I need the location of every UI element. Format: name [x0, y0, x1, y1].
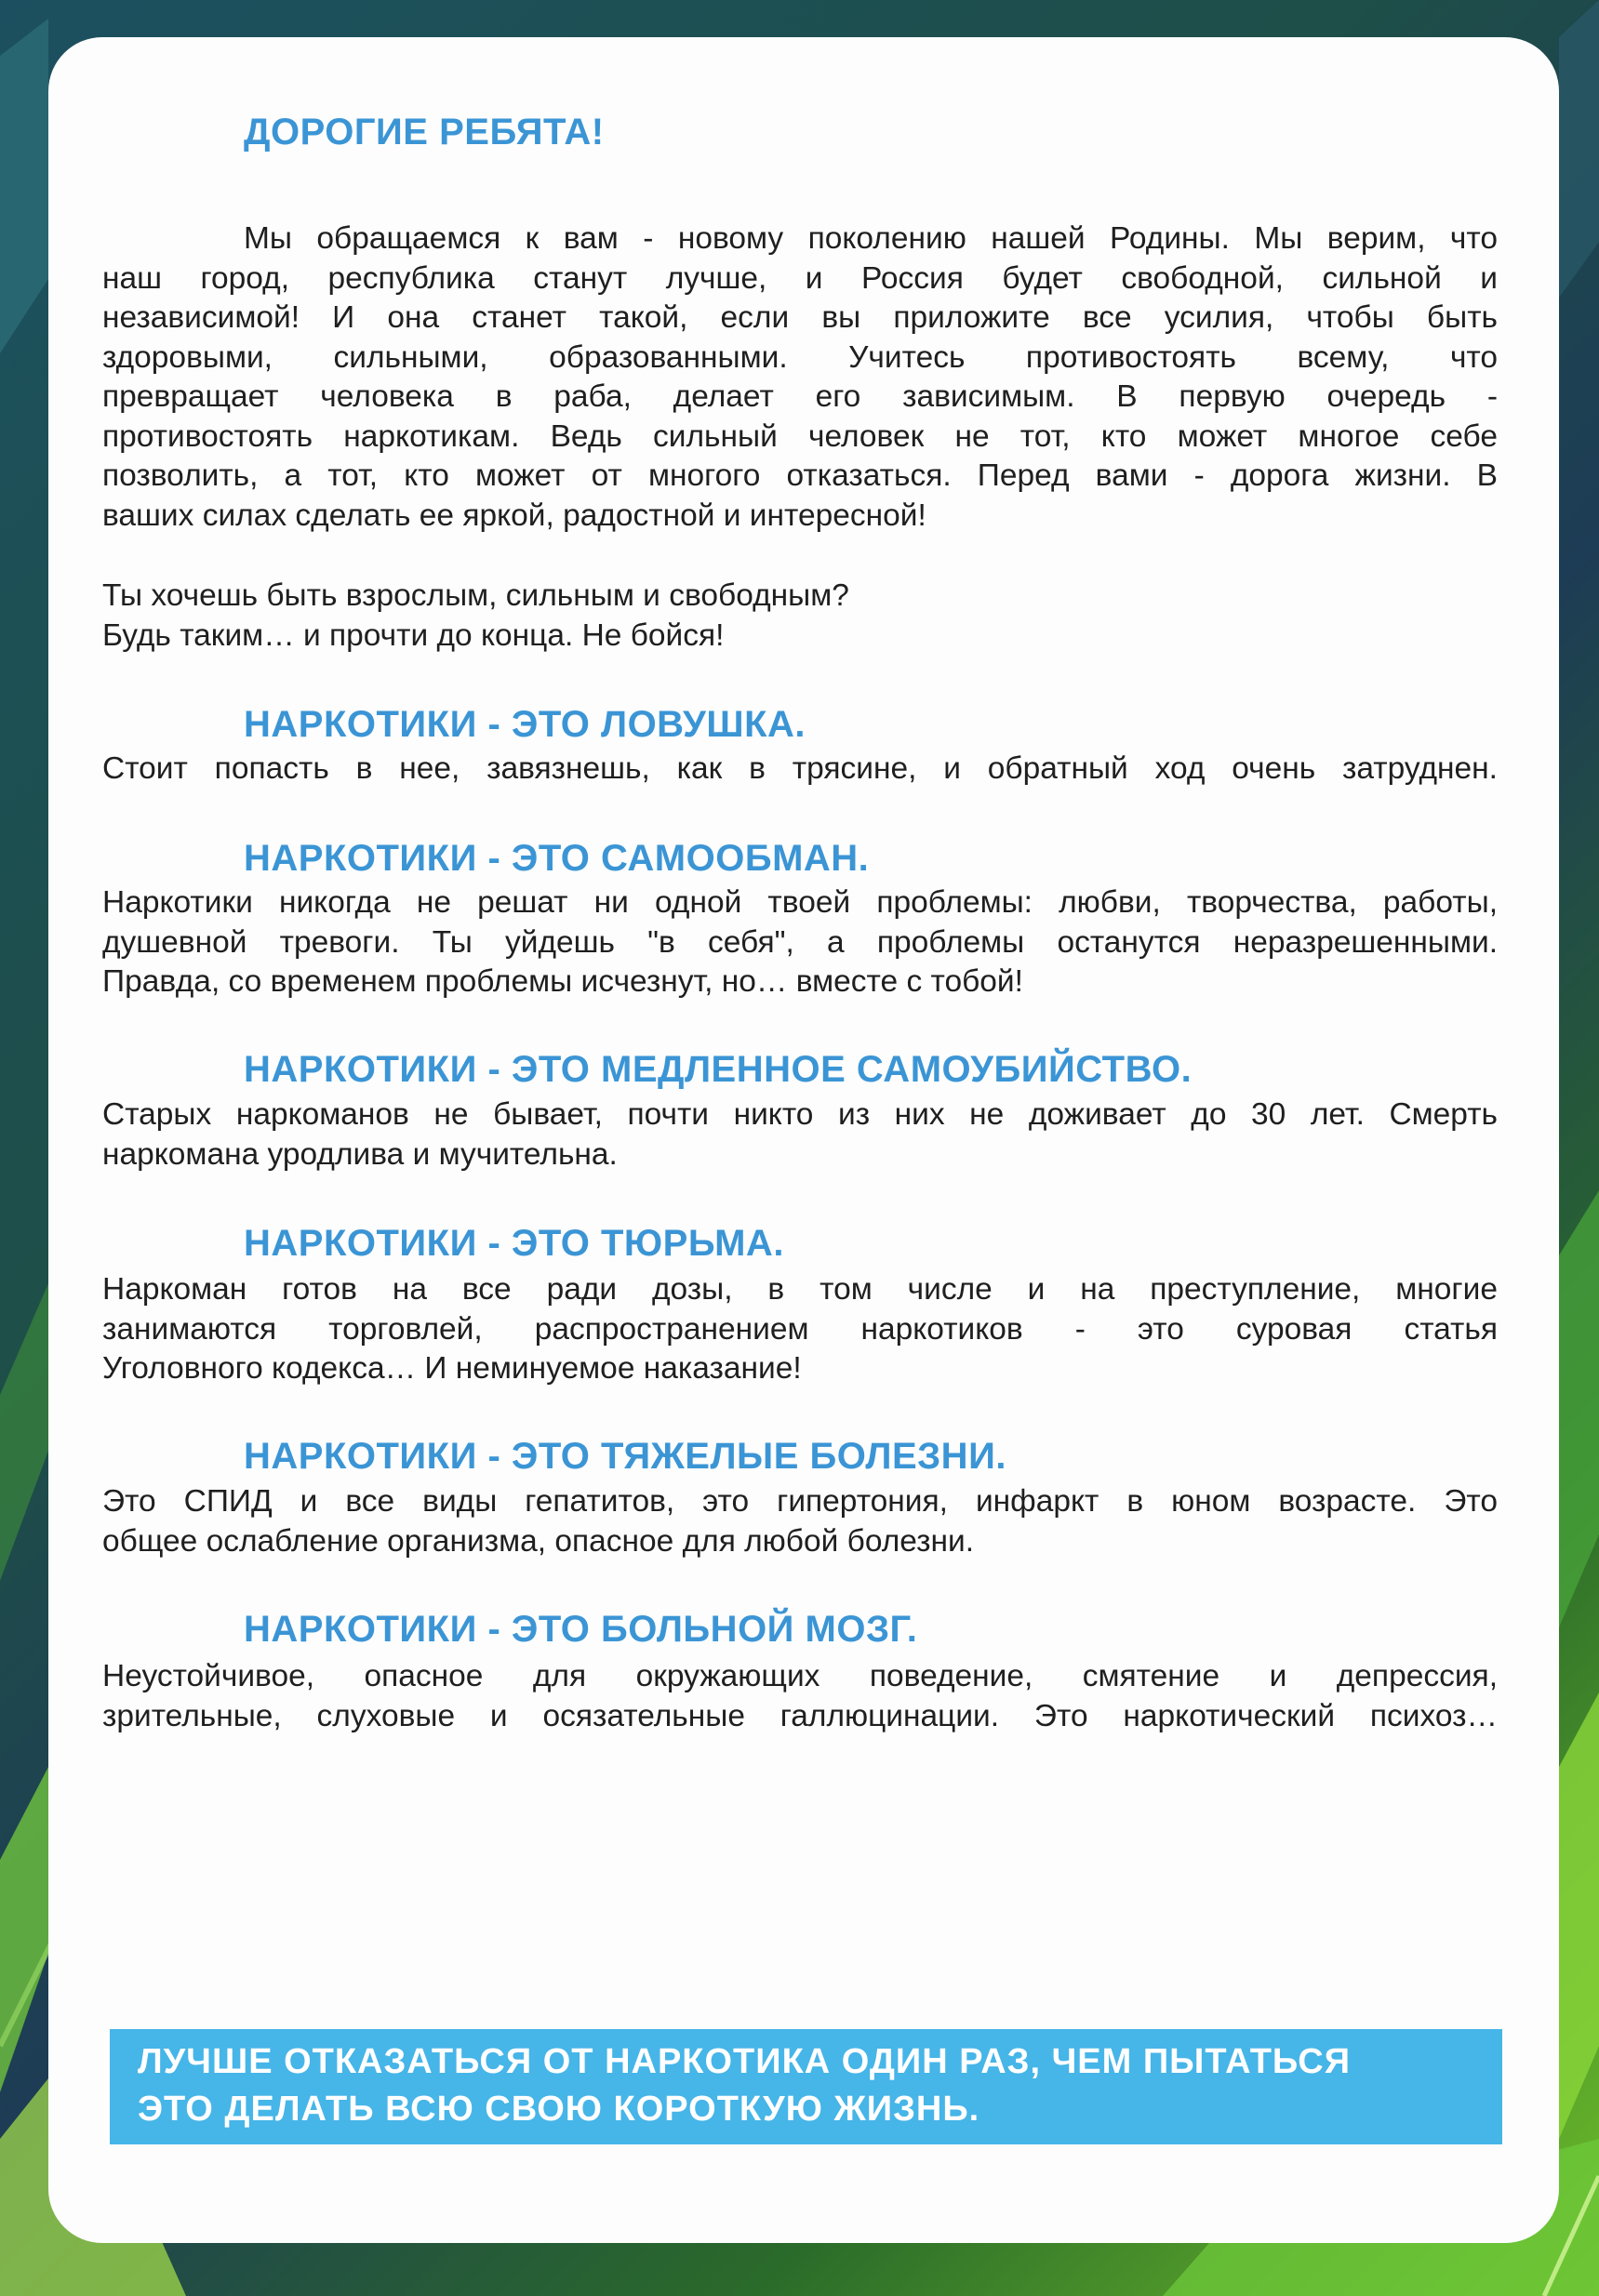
intro-line: превращает человека в раба, делает его зависимым. В первую очередь -: [102, 379, 1498, 414]
section-line: зрительные, слуховые и осязательные галлюцинации. Это наркотический психоз…: [102, 1698, 1498, 1733]
section-line: Правда, со временем проблемы исчезнут, но… вместе с тобой!: [102, 964, 1023, 999]
section-heading-prison: НАРКОТИКИ - ЭТО ТЮРЬМА.: [244, 1223, 784, 1264]
section-heading-diseases: НАРКОТИКИ - ЭТО ТЯЖЕЛЫЕ БОЛЕЗНИ.: [244, 1436, 1006, 1477]
section-line: Наркоман готов на все ради дозы, в том числе и на преступление, многие: [102, 1272, 1498, 1307]
slogan-line: ЭТО ДЕЛАТЬ ВСЮ СВОЮ КОРОТКУЮ ЖИЗНЬ.: [138, 2090, 980, 2129]
section-text-diseases: [102, 1482, 1498, 1561]
intro-line: противостоять наркотикам. Ведь сильный человек не тот, кто может многое себе: [102, 418, 1498, 454]
section-heading-slow-suicide: НАРКОТИКИ - ЭТО МЕДЛЕННОЕ САМОУБИЙСТВО.: [244, 1049, 1193, 1090]
intro-question-line: Ты хочешь быть взрослым, сильным и свободным?: [102, 578, 849, 613]
section-line: Уголовного кодекса… И неминуемое наказание!: [102, 1351, 802, 1386]
intro-line: Мы обращаемся к вам - новому поколению нашей Родины. Мы верим, что: [244, 221, 1498, 256]
section-text-slow-suicide: [102, 1095, 1498, 1175]
section-line: занимаются торговлей, распространением наркотиков - это суровая статья: [102, 1311, 1498, 1347]
section-line: Стоит попасть в нее, завязнешь, как в трясине, и обратный ход очень затруднен.: [102, 751, 1498, 786]
intro-line: независимой! И она станет такой, если вы приложите все усилия, чтобы быть: [102, 300, 1498, 335]
intro-title: ДОРОГИЕ РЕБЯТА!: [244, 112, 605, 153]
section-text-self-deception: [102, 883, 1498, 1002]
intro-line: наш город, республика станут лучше, и Россия будет свободной, сильной и: [102, 260, 1498, 296]
section-line: Это СПИД и все виды гепатитов, это гипертония, инфаркт в юном возрасте. Это: [102, 1484, 1498, 1519]
intro-line: ваших силах сделать ее яркой, радостной и интересной!: [102, 498, 926, 533]
section-text-prison: [102, 1270, 1498, 1389]
section-line: душевной тревоги. Ты уйдешь "в себя", а проблемы останутся неразрешенными.: [102, 924, 1498, 960]
slogan-line: ЛУЧШЕ ОТКАЗАТЬСЯ ОТ НАРКОТИКА ОДИН РАЗ, ЧЕМ ПЫТАТЬСЯ: [138, 2042, 1352, 2081]
intro-line: здоровыми, сильными, образованными. Учитесь противостоять всему, что: [102, 339, 1498, 375]
section-line: Старых наркоманов не бывает, почти никто из них не доживает до 30 лет. Смерть: [102, 1097, 1498, 1132]
section-heading-trap: НАРКОТИКИ - ЭТО ЛОВУШКА.: [244, 704, 806, 745]
section-heading-sick-brain: НАРКОТИКИ - ЭТО БОЛЬНОЙ МОЗГ.: [244, 1609, 918, 1650]
section-text-sick-brain: [102, 1657, 1498, 1736]
section-line: наркомана уродлива и мучительна.: [102, 1136, 618, 1172]
intro-question-line: Будь таким… и прочти до конца. Не бойся!: [102, 618, 725, 653]
section-line: Неустойчивое, опасное для окружающих поведение, смятение и депрессия,: [102, 1659, 1498, 1693]
section-heading-self-deception: НАРКОТИКИ - ЭТО САМООБМАН.: [244, 838, 870, 879]
intro-paragraph: [102, 219, 1498, 536]
section-line: Наркотики никогда не решат ни одной твоей проблемы: любви, творчества, работы,: [102, 885, 1498, 920]
intro-line: позволить, а тот, кто может от многого отказаться. Перед вами - дорога жизни. В: [102, 458, 1498, 493]
slogan-banner: [110, 2029, 1502, 2144]
section-text-trap: [102, 750, 1498, 790]
section-line: общее ослабление организма, опасное для любой болезни.: [102, 1523, 975, 1559]
